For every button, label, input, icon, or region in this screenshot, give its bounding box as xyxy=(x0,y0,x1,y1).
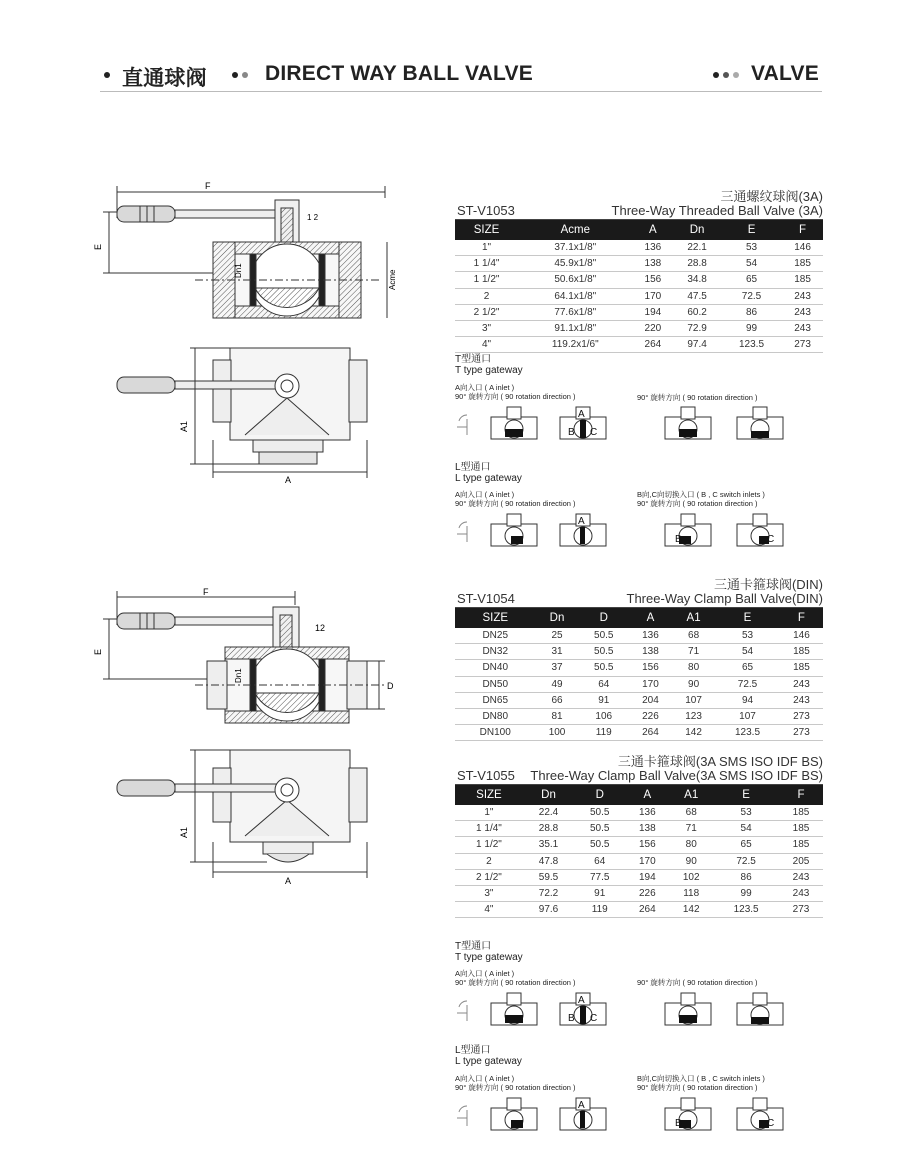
spec-table xyxy=(455,220,823,353)
column-header: E xyxy=(721,220,782,240)
table-cell: 118 xyxy=(669,885,713,901)
header-divider xyxy=(100,91,822,92)
table-row xyxy=(455,725,823,741)
table-row xyxy=(455,240,823,256)
table-cell: 22.1 xyxy=(673,240,721,256)
l-valve-icon xyxy=(665,1098,711,1130)
table-cell: 273 xyxy=(779,902,823,918)
table-cell: 90 xyxy=(669,853,713,869)
table-cell: 50.6x1/8" xyxy=(518,272,632,288)
table-cell: 123.5 xyxy=(715,725,780,741)
t-gateway-diagrams xyxy=(455,405,825,445)
table-cell: 64 xyxy=(574,853,625,869)
t-gateway-title-en: T type gateway xyxy=(455,365,523,376)
gateway-letter-a: A xyxy=(578,995,585,1006)
t-valve-icon xyxy=(665,993,711,1025)
table-cell: 194 xyxy=(632,304,673,320)
table-cell: 3" xyxy=(455,885,523,901)
table-cell: 146 xyxy=(780,628,823,644)
header-title-cn: 直通球阀 xyxy=(122,67,207,90)
column-header: Dn xyxy=(523,785,574,805)
l-gateway-caption xyxy=(455,490,576,508)
table-cell: 226 xyxy=(625,885,669,901)
table-row xyxy=(455,320,823,336)
table-cell: 66 xyxy=(535,692,578,708)
spec-section-v1054 xyxy=(455,574,823,741)
table-cell: 205 xyxy=(779,853,823,869)
table-cell: 72.2 xyxy=(523,885,574,901)
table-cell: 91 xyxy=(579,692,629,708)
table-cell: 1 1/2" xyxy=(455,272,518,288)
table-row xyxy=(455,304,823,320)
table-cell: 80 xyxy=(672,660,715,676)
table-cell: 81 xyxy=(535,708,578,724)
l-gateway-diagrams xyxy=(455,1096,825,1136)
table-cell: 243 xyxy=(779,885,823,901)
table-cell: 119 xyxy=(574,902,625,918)
column-header: A1 xyxy=(672,608,715,628)
gateway-letter-c: C xyxy=(767,1118,775,1129)
gateway-letter-a: A xyxy=(578,1100,585,1111)
table-cell: DN65 xyxy=(455,692,535,708)
table-cell: 146 xyxy=(782,240,823,256)
column-header: A xyxy=(625,785,669,805)
table-cell: 170 xyxy=(629,676,672,692)
table-cell: 123.5 xyxy=(713,902,779,918)
table-cell: 194 xyxy=(625,869,669,885)
section-title-cn: 三通卡箍球阀(DIN) xyxy=(713,577,823,592)
gateway-letter-a: A xyxy=(578,516,585,527)
l-gateway-caption-right xyxy=(637,490,765,508)
table-row xyxy=(455,902,823,918)
t-gateway-title xyxy=(455,941,523,963)
dim-label-a1: A1 xyxy=(179,420,189,432)
l-valve-icon xyxy=(560,514,606,546)
table-cell: 65 xyxy=(721,272,782,288)
gateway-letter-c: C xyxy=(590,427,598,438)
table-cell: 50.5 xyxy=(579,644,629,660)
clamp-valve-section-drawing xyxy=(95,585,405,735)
table-row xyxy=(455,885,823,901)
spec-table xyxy=(455,608,823,741)
table-cell: 119.2x1/6" xyxy=(518,337,632,353)
t-gateway-caption-right xyxy=(637,978,758,987)
a-inlet-caption: A向入口 ( A inlet ) xyxy=(455,383,515,392)
t-gateway-title-cn: T型通口 xyxy=(455,354,492,365)
table-row xyxy=(455,660,823,676)
dim-label-d: D xyxy=(387,681,394,691)
table-cell: 53 xyxy=(721,240,782,256)
rotation-caption: 90° 旋转方向 ( 90 rotation direction ) xyxy=(637,978,758,987)
t-gateway-diagrams xyxy=(455,991,825,1031)
table-cell: 68 xyxy=(669,805,713,821)
table-cell: 64 xyxy=(579,676,629,692)
l-gateway-diagrams xyxy=(455,512,825,552)
table-cell: 31 xyxy=(535,644,578,660)
column-header: E xyxy=(715,608,780,628)
a-inlet-caption: A向入口 ( A inlet ) xyxy=(455,490,515,499)
dim-label-e: E xyxy=(93,648,103,655)
table-row xyxy=(455,644,823,660)
table-cell: 243 xyxy=(779,869,823,885)
product-code: ST-V1054 xyxy=(457,591,515,606)
t-valve-icon xyxy=(665,407,711,439)
column-header: A xyxy=(629,608,672,628)
table-cell: 264 xyxy=(632,337,673,353)
table-cell: 243 xyxy=(782,320,823,336)
table-cell: 138 xyxy=(629,644,672,660)
column-header: D xyxy=(574,785,625,805)
l-valve-icon xyxy=(491,514,537,546)
table-cell: 100 xyxy=(535,725,578,741)
table-cell: 107 xyxy=(672,692,715,708)
spec-table xyxy=(455,785,823,918)
table-cell: 77.5 xyxy=(574,869,625,885)
table-cell: 142 xyxy=(672,725,715,741)
gateway-letter-b: B xyxy=(675,534,682,545)
t-valve-icon xyxy=(491,993,537,1025)
table-cell: 136 xyxy=(629,628,672,644)
l-gateway-title-en: L type gateway xyxy=(455,1056,522,1067)
table-cell: 123.5 xyxy=(721,337,782,353)
table-cell: 243 xyxy=(782,288,823,304)
table-cell: 59.5 xyxy=(523,869,574,885)
table-cell: 185 xyxy=(779,837,823,853)
product-code: ST-V1053 xyxy=(457,203,515,218)
table-cell: 119 xyxy=(579,725,629,741)
t-gateway-caption-right xyxy=(637,393,758,402)
table-cell: 185 xyxy=(780,644,823,660)
rotation-icon xyxy=(457,522,467,542)
table-cell: 156 xyxy=(625,837,669,853)
table-cell: 25 xyxy=(535,628,578,644)
table-cell: 60.2 xyxy=(673,304,721,320)
bullet-icon xyxy=(733,72,739,78)
table-cell: 71 xyxy=(672,644,715,660)
table-row xyxy=(455,692,823,708)
column-header: E xyxy=(713,785,779,805)
table-cell: 243 xyxy=(780,692,823,708)
t-valve-icon xyxy=(560,407,606,439)
table-cell: 204 xyxy=(629,692,672,708)
table-cell: 28.8 xyxy=(673,256,721,272)
table-cell: 136 xyxy=(625,805,669,821)
table-cell: 273 xyxy=(780,708,823,724)
l-gateway-caption-right xyxy=(637,1074,765,1092)
l-gateway-title-cn: L型通口 xyxy=(455,462,491,473)
table-cell: 91.1x1/8" xyxy=(518,320,632,336)
table-cell: DN40 xyxy=(455,660,535,676)
table-row xyxy=(455,708,823,724)
t-gateway-title-en: T type gateway xyxy=(455,952,523,963)
dim-label-f: F xyxy=(203,587,209,597)
table-cell: 37 xyxy=(535,660,578,676)
column-header: F xyxy=(780,608,823,628)
table-cell: 72.9 xyxy=(673,320,721,336)
gateway-letter-b: B xyxy=(675,1118,682,1129)
table-cell: 2 xyxy=(455,288,518,304)
dim-label-dn1: Dn1 xyxy=(234,668,243,683)
section-header xyxy=(455,202,823,220)
table-cell: 138 xyxy=(632,256,673,272)
table-cell: 185 xyxy=(782,256,823,272)
t-valve-icon xyxy=(737,993,783,1025)
header-title-en: DIRECT WAY BALL VALVE xyxy=(265,62,533,85)
bc-switch-caption: B向,C向切换入口 ( B , C switch inlets ) xyxy=(637,490,765,499)
table-cell: DN25 xyxy=(455,628,535,644)
table-cell: 49 xyxy=(535,676,578,692)
spec-section-v1055 xyxy=(455,751,823,918)
t-gateway-title xyxy=(455,354,523,376)
rotation-caption: 90° 旋转方向 ( 90 rotation direction ) xyxy=(455,1083,576,1092)
table-row xyxy=(455,256,823,272)
l-valve-icon xyxy=(491,1098,537,1130)
header-right-label: VALVE xyxy=(751,62,819,85)
table-cell: 77.6x1/8" xyxy=(518,304,632,320)
table-cell: 50.5 xyxy=(574,837,625,853)
table-cell: 1" xyxy=(455,240,518,256)
table-cell: 90 xyxy=(672,676,715,692)
column-header: A xyxy=(632,220,673,240)
bullet-icon xyxy=(713,72,719,78)
l-gateway-title xyxy=(455,462,522,484)
a-inlet-caption: A向入口 ( A inlet ) xyxy=(455,1074,515,1083)
section-header xyxy=(455,767,823,785)
table-cell: 50.5 xyxy=(579,660,629,676)
table-cell: 4" xyxy=(455,902,523,918)
table-cell: 1 1/2" xyxy=(455,837,523,853)
table-cell: 53 xyxy=(713,805,779,821)
table-cell: 99 xyxy=(721,320,782,336)
table-cell: 54 xyxy=(721,256,782,272)
rotation-icon xyxy=(457,1001,467,1021)
l-gateway-title-en: L type gateway xyxy=(455,473,522,484)
l-valve-icon xyxy=(560,1098,606,1130)
table-cell: 47.8 xyxy=(523,853,574,869)
table-cell: 35.1 xyxy=(523,837,574,853)
table-cell: DN100 xyxy=(455,725,535,741)
table-cell: 273 xyxy=(780,725,823,741)
dim-label-acme: Acme xyxy=(388,269,397,290)
gateway-letter-a: A xyxy=(578,409,585,420)
rotation-caption: 90° 旋转方向 ( 90 rotation direction ) xyxy=(637,393,758,402)
table-cell: 243 xyxy=(780,676,823,692)
dim-label-a: A xyxy=(285,475,292,485)
table-cell: 142 xyxy=(669,902,713,918)
table-cell: 47.5 xyxy=(673,288,721,304)
table-row xyxy=(455,869,823,885)
dim-label-dn1: Dn1 xyxy=(234,263,243,278)
column-header: SIZE xyxy=(455,220,518,240)
table-cell: 185 xyxy=(782,272,823,288)
table-cell: 34.8 xyxy=(673,272,721,288)
table-cell: 97.4 xyxy=(673,337,721,353)
table-cell: 99 xyxy=(713,885,779,901)
column-header: A1 xyxy=(669,785,713,805)
column-header: SIZE xyxy=(455,785,523,805)
l-gateway-caption xyxy=(455,1074,576,1092)
table-cell: 50.5 xyxy=(579,628,629,644)
section-title-en: Three-Way Clamp Ball Valve(DIN) xyxy=(626,591,823,606)
table-cell: 4" xyxy=(455,337,518,353)
column-header: F xyxy=(779,785,823,805)
table-row xyxy=(455,821,823,837)
column-header: SIZE xyxy=(455,608,535,628)
column-header: F xyxy=(782,220,823,240)
table-row xyxy=(455,837,823,853)
section-title-en: Three-Way Threaded Ball Valve (3A) xyxy=(611,203,823,218)
rotation-caption: 90° 旋转方向 ( 90 rotation direction ) xyxy=(455,499,576,508)
table-row xyxy=(455,628,823,644)
dim-label-a: A xyxy=(285,876,292,886)
rotation-caption: 90° 旋转方向 ( 90 rotation direction ) xyxy=(455,392,576,401)
bullet-icon xyxy=(723,72,729,78)
spec-section-v1053 xyxy=(455,186,823,353)
table-cell: 1 1/4" xyxy=(455,256,518,272)
threaded-valve-section-drawing xyxy=(95,178,405,338)
table-cell: 72.5 xyxy=(713,853,779,869)
column-header: Acme xyxy=(518,220,632,240)
table-cell: 156 xyxy=(629,660,672,676)
product-code: ST-V1055 xyxy=(457,768,515,783)
table-cell: DN80 xyxy=(455,708,535,724)
table-cell: 2 1/2" xyxy=(455,304,518,320)
dim-label-e: E xyxy=(93,243,103,250)
column-header: Dn xyxy=(535,608,578,628)
table-cell: 72.5 xyxy=(715,676,780,692)
table-row xyxy=(455,676,823,692)
t-gateway-caption xyxy=(455,383,576,401)
table-cell: 136 xyxy=(632,240,673,256)
table-cell: 170 xyxy=(625,853,669,869)
table-cell: 50.5 xyxy=(574,821,625,837)
table-cell: 72.5 xyxy=(721,288,782,304)
table-cell: 220 xyxy=(632,320,673,336)
table-cell: 54 xyxy=(713,821,779,837)
table-cell: 94 xyxy=(715,692,780,708)
table-cell: DN32 xyxy=(455,644,535,660)
table-cell: 2 xyxy=(455,853,523,869)
table-cell: 45.9x1/8" xyxy=(518,256,632,272)
dim-label-12: 12 xyxy=(315,623,326,633)
table-cell: 53 xyxy=(715,628,780,644)
bc-switch-caption: B向,C向切换入口 ( B , C switch inlets ) xyxy=(637,1074,765,1083)
table-cell: 64.1x1/8" xyxy=(518,288,632,304)
rotation-caption: 90° 旋转方向 ( 90 rotation direction ) xyxy=(455,978,576,987)
rotation-caption: 90° 旋转方向 ( 90 rotation direction ) xyxy=(637,1083,758,1092)
rotation-icon xyxy=(457,1106,467,1126)
table-cell: 102 xyxy=(669,869,713,885)
table-cell: 54 xyxy=(715,644,780,660)
table-cell: 226 xyxy=(629,708,672,724)
table-cell: 86 xyxy=(721,304,782,320)
clamp-valve-top-drawing xyxy=(95,738,405,888)
t-gateway-caption xyxy=(455,969,576,987)
table-cell: 106 xyxy=(579,708,629,724)
a-inlet-caption: A向入口 ( A inlet ) xyxy=(455,969,515,978)
table-cell: 264 xyxy=(625,902,669,918)
t-valve-icon xyxy=(491,407,537,439)
table-cell: DN50 xyxy=(455,676,535,692)
l-valve-icon xyxy=(665,514,711,546)
column-header: Dn xyxy=(673,220,721,240)
table-cell: 156 xyxy=(632,272,673,288)
t-valve-icon xyxy=(737,407,783,439)
table-cell: 86 xyxy=(713,869,779,885)
bullet-icon xyxy=(104,72,110,78)
table-row xyxy=(455,805,823,821)
section-title-cn: 三通螺纹球阀(3A) xyxy=(720,189,823,204)
table-cell: 68 xyxy=(672,628,715,644)
table-cell: 243 xyxy=(782,304,823,320)
column-header: D xyxy=(579,608,629,628)
table-cell: 185 xyxy=(779,821,823,837)
l-gateway-title xyxy=(455,1045,522,1067)
table-cell: 1 1/4" xyxy=(455,821,523,837)
table-row xyxy=(455,337,823,353)
table-cell: 80 xyxy=(669,837,713,853)
table-cell: 65 xyxy=(713,837,779,853)
table-cell: 2 1/2" xyxy=(455,869,523,885)
table-row xyxy=(455,853,823,869)
l-valve-icon xyxy=(737,514,783,546)
table-row xyxy=(455,288,823,304)
gateway-letter-c: C xyxy=(590,1013,598,1024)
table-cell: 1" xyxy=(455,805,523,821)
table-cell: 138 xyxy=(625,821,669,837)
table-cell: 185 xyxy=(780,660,823,676)
table-cell: 273 xyxy=(782,337,823,353)
threaded-valve-top-drawing xyxy=(95,340,405,490)
table-cell: 28.8 xyxy=(523,821,574,837)
table-cell: 50.5 xyxy=(574,805,625,821)
rotation-icon xyxy=(457,415,467,435)
table-cell: 65 xyxy=(715,660,780,676)
table-cell: 3" xyxy=(455,320,518,336)
section-header xyxy=(455,590,823,608)
bullet-icon xyxy=(242,72,248,78)
table-cell: 71 xyxy=(669,821,713,837)
table-cell: 91 xyxy=(574,885,625,901)
l-gateway-title-cn: L型通口 xyxy=(455,1045,491,1056)
dim-label-f: F xyxy=(205,181,211,191)
l-valve-icon xyxy=(737,1098,783,1130)
section-title-cn: 三通卡箍球阀(3A SMS ISO IDF BS) xyxy=(617,754,823,769)
table-cell: 22.4 xyxy=(523,805,574,821)
table-cell: 107 xyxy=(715,708,780,724)
gateway-letter-b: B xyxy=(568,427,575,438)
gateway-letter-b: B xyxy=(568,1013,575,1024)
section-title-en: Three-Way Clamp Ball Valve(3A SMS ISO IDF BS) xyxy=(530,768,823,783)
rotation-caption: 90° 旋转方向 ( 90 rotation direction ) xyxy=(637,499,758,508)
t-gateway-title-cn: T型通口 xyxy=(455,941,492,952)
table-cell: 264 xyxy=(629,725,672,741)
bullet-icon xyxy=(232,72,238,78)
table-cell: 37.1x1/8" xyxy=(518,240,632,256)
table-cell: 97.6 xyxy=(523,902,574,918)
gateway-letter-c: C xyxy=(767,534,775,545)
t-valve-icon xyxy=(560,993,606,1025)
table-row xyxy=(455,272,823,288)
table-cell: 185 xyxy=(779,805,823,821)
table-cell: 170 xyxy=(632,288,673,304)
dim-label-12: 1 2 xyxy=(307,213,319,222)
dim-label-a1: A1 xyxy=(179,826,189,838)
table-cell: 123 xyxy=(672,708,715,724)
